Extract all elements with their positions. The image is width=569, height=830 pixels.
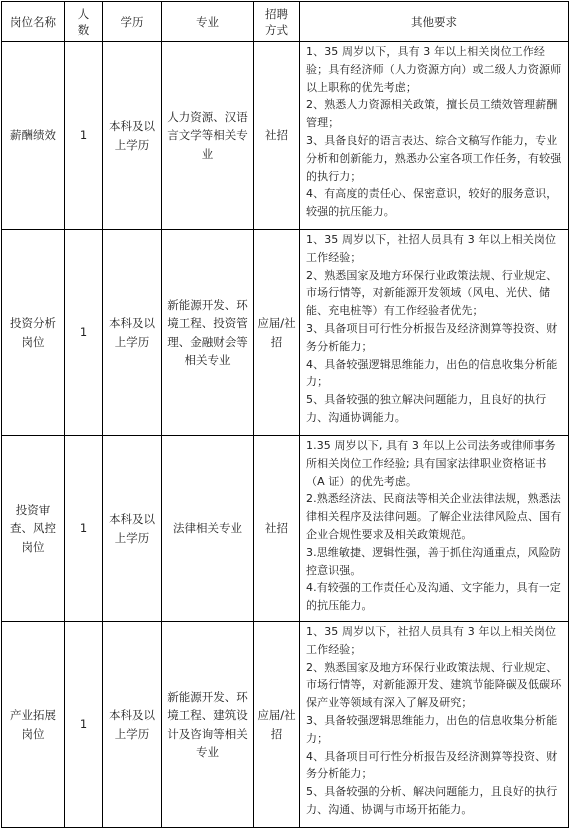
header-recruit-method: 招聘 方式 — [254, 2, 300, 42]
table-row — [2, 436, 569, 622]
recruit-method: 社招 — [254, 42, 300, 230]
requirement-item: 1、35 周岁以下，具有 3 年以上相关岗位工作经验；具有经济师（人力资源方向）或二级人力资源师以上职称的优先考虑； — [306, 45, 562, 94]
header-requirements: 其他要求 — [300, 2, 569, 42]
requirements — [300, 42, 569, 230]
requirement-item: 5、具备较强的分析、解决问题能力，且良好的执行力、沟通、协调与市场开拓能力。 — [306, 785, 558, 816]
requirement-item: 1.35 周岁以下, 具有 3 年以上公司法务或律师事务所相关岗位工作经验; 具有国家法律职业资格证书（A 证）的优先考虑。 — [306, 439, 556, 488]
requirement-item: 3、具备项目可行性分析报告及经济测算等投资、财务分析能力； — [306, 321, 558, 353]
major: 法律相关专业 — [162, 436, 254, 622]
headcount: 1 — [65, 230, 103, 436]
header-count: 人 数 — [65, 2, 103, 42]
requirement-item: 4、有高度的责任心、保密意识，较好的服务意识，较强的抗压能力。 — [306, 187, 558, 219]
requirement-item: 2.熟悉经济法、民商法等相关企业法律法规，熟悉法律相关程序及法律问题。了解企业法律风险点、国有企业合规性要求及相关政策规范。 — [306, 492, 562, 541]
education: 本科及以上学历 — [103, 42, 162, 230]
table-row — [2, 230, 569, 436]
requirement-item: 4.有较强的工作责任心及沟通、文字能力，具有一定的抗压能力。 — [306, 581, 561, 613]
requirement-item: 2、熟悉国家及地方环保行业政策法规、行业规定、市场行情等，对新能源开发、建筑节能降碳及低碳环保产业等领域有深入了解及研究； — [306, 660, 562, 710]
requirement-item: 2、熟悉人力资源相关政策，擅长员工绩效管理薪酬管理； — [306, 98, 558, 130]
requirement-item: 3.思维敏捷、逻辑性强，善于抓住沟通重点，风险防控意识强。 — [306, 545, 561, 577]
major: 新能源开发、环境工程、建筑设计及咨询等相关专业 — [162, 622, 254, 828]
header-position: 岗位名称 — [2, 2, 65, 42]
recruit-method: 应届/社招 — [254, 230, 300, 436]
position-name: 薪酬绩效 — [2, 42, 65, 230]
education: 本科及以上学历 — [103, 436, 162, 622]
header-row — [2, 2, 569, 42]
requirement-item: 4、具备较强逻辑思维能力，出色的信息收集分析能力； — [306, 357, 558, 389]
headcount: 1 — [65, 436, 103, 622]
requirement-item: 2、熟悉国家及地方环保行业政策法规、行业规定、市场行情等，对新能源开发领域（风电、光伏、储能、充电桩等）有工作经验者优先； — [306, 268, 558, 318]
position-name: 投资审查、风控岗位 — [2, 436, 65, 622]
requirements — [300, 622, 569, 828]
requirement-item: 5、具备较强的独立解决问题能力，且良好的执行力、沟通协调能力。 — [306, 393, 547, 424]
header-education: 学历 — [103, 2, 162, 42]
headcount: 1 — [65, 42, 103, 230]
requirements — [300, 230, 569, 436]
recruitment-table — [1, 1, 569, 828]
headcount: 1 — [65, 622, 103, 828]
recruit-method: 应届/社招 — [254, 622, 300, 828]
header-major: 专业 — [162, 2, 254, 42]
position-name: 产业拓展岗位 — [2, 622, 65, 828]
requirement-item: 1、35 周岁以下，社招人员具有 3 年以上相关岗位工作经验； — [306, 625, 557, 656]
major: 人力资源、汉语言文学等相关专业 — [162, 42, 254, 230]
education: 本科及以上学历 — [103, 622, 162, 828]
education: 本科及以上学历 — [103, 230, 162, 436]
requirement-item: 1、35 周岁以下，社招人员具有 3 年以上相关岗位工作经验； — [306, 233, 557, 264]
table-row — [2, 42, 569, 230]
recruit-method: 社招 — [254, 436, 300, 622]
position-name: 投资分析岗位 — [2, 230, 65, 436]
requirement-item: 3、具备较强逻辑思维能力，出色的信息收集分析能力； — [306, 713, 558, 745]
requirement-item: 3、具备良好的语言表达、综合文稿写作能力，专业分析和创新能力，熟悉办公室各项工作任务，有较强的执行力； — [306, 133, 562, 183]
table-row — [2, 622, 569, 828]
major: 新能源开发、环境工程、投资管理、金融财会等相关专业 — [162, 230, 254, 436]
requirements — [300, 436, 569, 622]
requirement-item: 4、具备项目可行性分析报告及经济测算等投资、财务分析能力； — [306, 749, 558, 781]
